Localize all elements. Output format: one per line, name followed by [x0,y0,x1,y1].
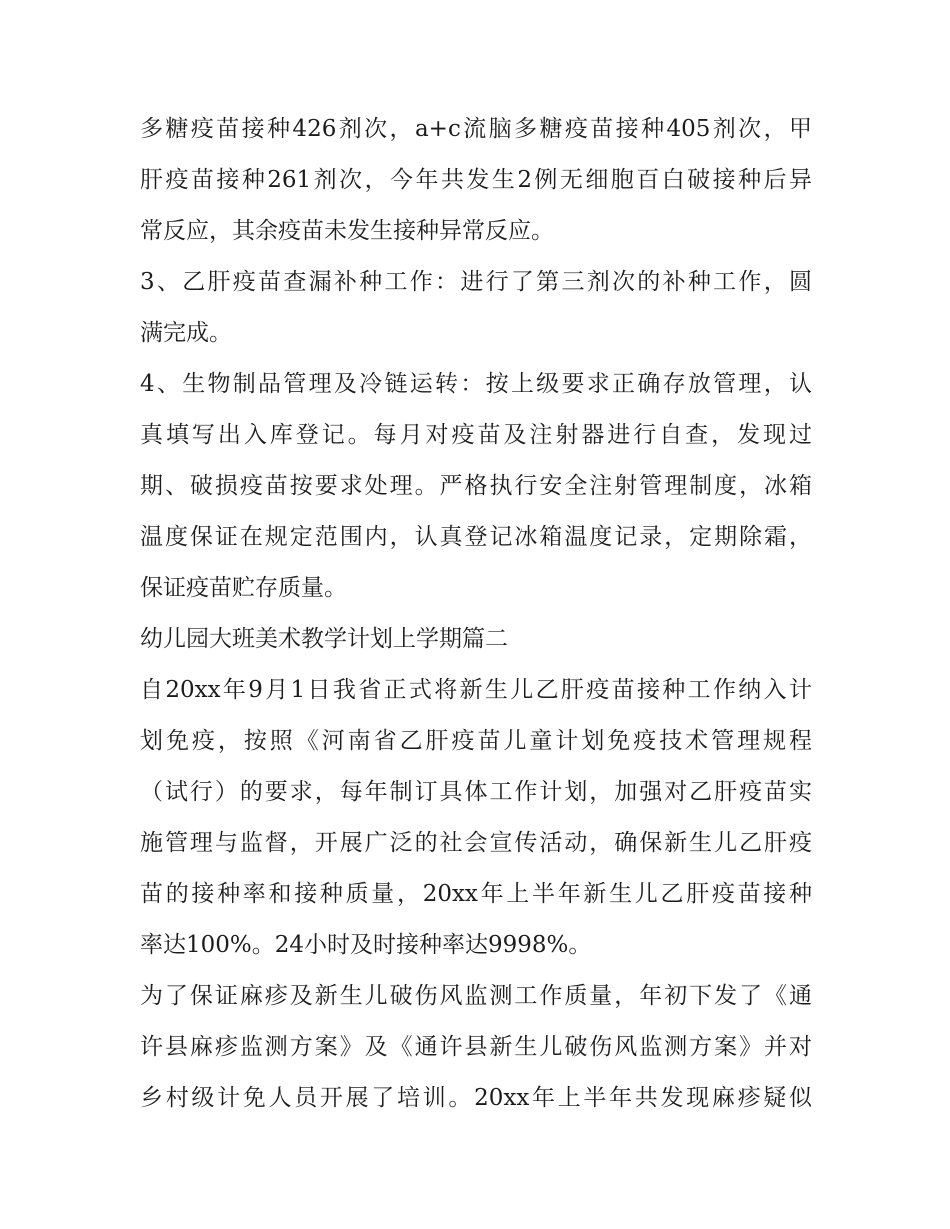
paragraph-line: 4、生物制品管理及冷链运转：按上级要求正确存放管理，认 [140,371,812,397]
section-heading: 幼儿园大班美术教学计划上学期篇二 [140,626,508,652]
paragraph-line: 苗的接种率和接种质量，20xx年上半年新生儿乙肝疫苗接种 [140,881,812,907]
paragraph-line: （试行）的要求，每年制订具体工作计划，加强对乙肝疫苗实 [140,779,812,805]
document-body [140,104,812,1124]
paragraph-line: 期、破损疫苗按要求处理。严格执行安全注射管理制度，冰箱 [140,473,812,499]
paragraph-line: 3、乙肝疫苗查漏补种工作：进行了第三剂次的补种工作，圆 [140,269,812,295]
paragraph-line: 自20xx年9月1日我省正式将新生儿乙肝疫苗接种工作纳入计 [140,677,812,703]
paragraph-line: 为了保证麻疹及新生儿破伤风监测工作质量，年初下发了《通 [140,983,812,1009]
paragraph-line: 率达100%。24小时及时接种率达9998%。 [140,932,592,958]
paragraph-line: 划免疫，按照《河南省乙肝疫苗儿童计划免疫技术管理规程 [140,728,812,754]
paragraph-line: 乡村级计免人员开展了培训。20xx年上半年共发现麻疹疑似 [140,1085,812,1111]
paragraph-line: 施管理与监督，开展广泛的社会宣传活动，确保新生儿乙肝疫 [140,830,812,856]
paragraph-line: 温度保证在规定范围内，认真登记冰箱温度记录，定期除霜， [140,524,812,550]
paragraph-line: 许县麻疹监测方案》及《通许县新生儿破伤风监测方案》并对 [140,1034,812,1060]
paragraph-line: 真填写出入库登记。每月对疫苗及注射器进行自查，发现过 [140,422,812,448]
paragraph-line: 肝疫苗接种261剂次，今年共发生2例无细胞百白破接种后异 [140,167,812,193]
paragraph-line: 满完成。 [140,320,232,346]
paragraph-line: 保证疫苗贮存质量。 [140,575,347,601]
paragraph-line: 常反应，其余疫苗未发生接种异常反应。 [140,218,554,244]
paragraph-line: 多糖疫苗接种426剂次，a+c流脑多糖疫苗接种405剂次，甲 [140,116,812,142]
